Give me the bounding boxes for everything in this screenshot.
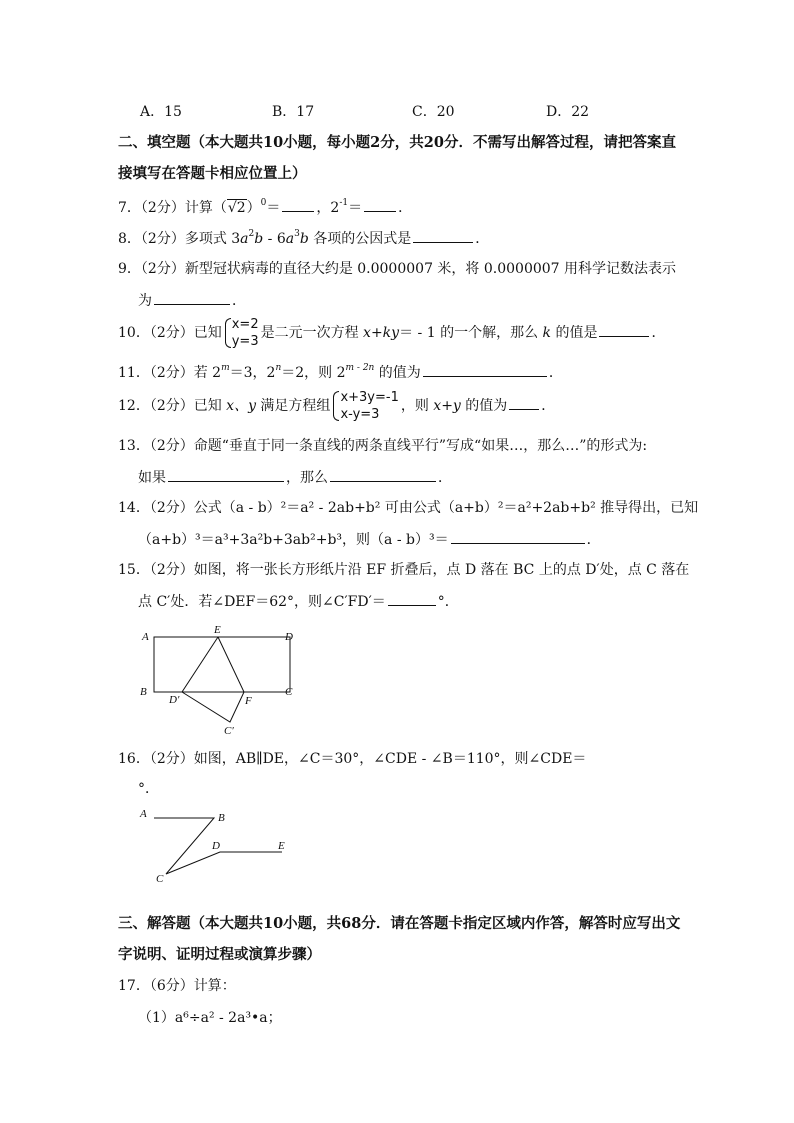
answer-blank[interactable] (282, 197, 314, 212)
label-D: D (285, 631, 293, 643)
label-F: F (245, 695, 252, 707)
figure-15-folded-rectangle (136, 624, 306, 738)
question-12: 12．（2分）已知 x、y 满足方程组 x+3y=-1 x-y=3 ，则 x+y 的值为 ． (118, 390, 556, 422)
answer-blank[interactable] (413, 228, 473, 243)
question-16-line1: 16．（2分）如图，AB∥DE，∠C＝30°，∠CDE - ∠B＝110°，则∠CDE＝ (118, 751, 587, 767)
answer-blank[interactable] (599, 322, 649, 337)
answer-blank[interactable] (364, 197, 396, 212)
question-14-line1: 14．（2分）公式（a - b）²＝a² - 2ab+b² 可由公式（a+b）²＝a²+2ab+b² 推导得出，已知 (118, 500, 699, 516)
question-14-line2: （a+b）³＝a³+3a²b+3ab²+b³，则（a - b）³＝ ． (138, 529, 601, 550)
answer-blank[interactable] (154, 290, 230, 305)
label-C: C (156, 873, 164, 884)
answer-blank[interactable] (423, 362, 547, 377)
label-C-prime: C′ (224, 725, 234, 737)
question-13-line2: 如果 ，那么 ． (138, 467, 452, 488)
question-8: 8．（2分）多项式 $3a^2b - 6a^3b$ 各项的公因式是 ． (118, 229, 490, 247)
question-7: 7．（2分）计算$(√2)^0=$ ，$2^{-1}=$ ． (118, 198, 413, 216)
option-b: B．17 (272, 104, 315, 120)
label-B: B (218, 812, 225, 824)
section3-header-line2: 字说明、证明过程或演算步骤） (118, 946, 321, 963)
label-A: A (140, 808, 147, 820)
label-E: E (214, 624, 221, 636)
answer-blank[interactable] (330, 467, 436, 482)
question-13-line1: 13．（2分）命题“垂直于同一条直线的两条直线平行”写成“如果…，那么…”的形式为: (118, 438, 648, 454)
section2-header-line2: 接填写在答题卡相应位置上） (118, 165, 307, 182)
label-C: C (285, 686, 293, 698)
equation-system: x=2 y=3 (224, 316, 259, 350)
figure-16-zigzag (138, 804, 298, 884)
label-B: B (140, 686, 147, 698)
answer-blank[interactable] (451, 529, 585, 544)
question-9-line2: 为 ． (138, 290, 246, 311)
label-E: E (278, 840, 285, 852)
equation-system: x+3y=-1 x-y=3 (332, 389, 398, 423)
question-9-line1: 9．（2分）新型冠状病毒的直径大约是 0.0000007 米，将 0.0000007 用科学记数法表示 (118, 261, 677, 277)
section2-header-line1: 二、填空题（本大题共10小题，每小题2分，共20分．不需写出解答过程，请把答案直 (118, 134, 676, 151)
question-15-line1: 15．（2分）如图，将一张长方形纸片沿 EF 折叠后，点 D 落在 BC 上的点 D′处，点 C 落在 (118, 562, 690, 578)
label-A: A (142, 631, 149, 643)
option-d: D．22 (546, 104, 590, 120)
answer-blank[interactable] (509, 395, 539, 410)
question-17-part-1: （1）a⁶÷a² - 2a³•a； (138, 1010, 282, 1026)
question-15-line2: 点 C′处．若∠DEF＝62°，则∠C′FD′＝ °． (138, 591, 459, 612)
answer-blank[interactable] (388, 591, 436, 606)
option-a: A．15 (140, 104, 182, 120)
answer-blank[interactable] (168, 467, 284, 482)
option-c: C．20 (412, 104, 455, 120)
question-17: 17．（6分）计算： (118, 978, 236, 994)
section3-header-line1: 三、解答题（本大题共10小题，共68分．请在答题卡指定区域内作答，解答时应写出文 (118, 915, 681, 932)
question-16-line2: °． (138, 781, 159, 797)
label-D: D (212, 840, 220, 852)
question-10: 10．（2分）已知 x=2 y=3 是二元一次方程 x+ky＝ - 1 的一个解，那么 k 的值是 ． (118, 317, 666, 349)
question-11: 11．（2分）若 $2^m=3$，$2^n=2$，则 $2^{m - 2n}$ 的值为 ． (118, 363, 563, 381)
label-D-prime: D′ (169, 694, 180, 706)
